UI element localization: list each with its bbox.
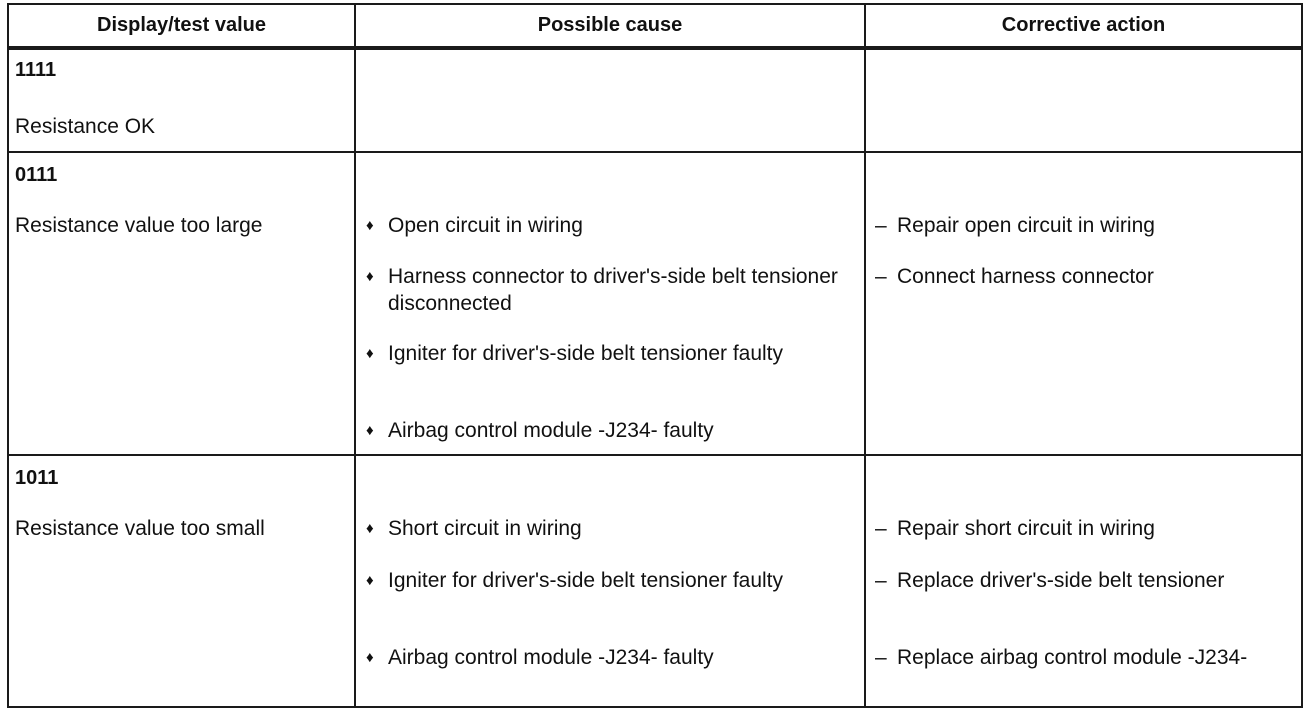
row-display: Resistance value too small [15,517,265,540]
cause-text: Short circuit in wiring [388,517,582,540]
diagnostic-table [7,3,1303,708]
bullet-icon: ♦ [366,572,374,589]
cause-text: Harness connector to driver's-side belt tensioner disconnected [388,265,838,315]
action-item [873,212,1307,239]
header-possible-cause: Possible cause [537,13,683,36]
cause-text: Igniter for driver's-side belt tensioner faulty [388,342,784,365]
row-divider-2 [7,454,1303,456]
row-code: 1111 [15,59,57,81]
action-item [873,515,1307,542]
cause-item [364,417,873,444]
row-display: Resistance OK [15,115,156,138]
bullet-icon: ♦ [366,217,374,234]
cause-text: Airbag control module -J234- faulty [388,646,714,669]
header-corrective-action: Corrective action [1001,13,1166,36]
cause-item [364,340,873,367]
action-item [873,567,1297,594]
action-text: Repair open circuit in wiring [897,214,1155,237]
bullet-icon: ♦ [366,422,374,439]
cause-item [364,212,873,239]
action-text: Repair short circuit in wiring [897,517,1155,540]
action-text: Replace driver's-side belt tensioner [897,569,1225,592]
action-item [873,644,1297,671]
cause-text: Airbag control module -J234- faulty [388,419,714,442]
cause-item [364,567,873,594]
cause-item [364,263,873,317]
cause-text: Igniter for driver's-side belt tensioner faulty [388,569,784,592]
column-divider-1 [354,3,356,708]
row-code: 0111 [15,164,58,186]
action-text: Replace airbag control module -J234- [897,646,1248,669]
bullet-icon: ♦ [366,649,374,666]
table-right-border [1301,3,1303,708]
action-item [873,263,1307,290]
action-text: Connect harness connector [897,265,1154,288]
table-bottom-border [7,706,1303,708]
row-display: Resistance value too large [15,214,263,237]
cause-text: Open circuit in wiring [388,214,583,237]
cause-item [364,644,873,671]
row-code: 1011 [15,467,59,489]
row-divider-1 [7,151,1303,153]
bullet-icon: ♦ [366,520,374,537]
cause-item [364,515,873,542]
header-display-test-value: Display/test value [97,13,266,36]
table-left-border [7,3,9,708]
dash-icon: – [875,569,887,592]
dash-icon: – [875,517,887,540]
bullet-icon: ♦ [366,268,374,285]
dash-icon: – [875,646,887,669]
dash-icon: – [875,265,887,288]
bullet-icon: ♦ [366,345,374,362]
dash-icon: – [875,214,887,237]
